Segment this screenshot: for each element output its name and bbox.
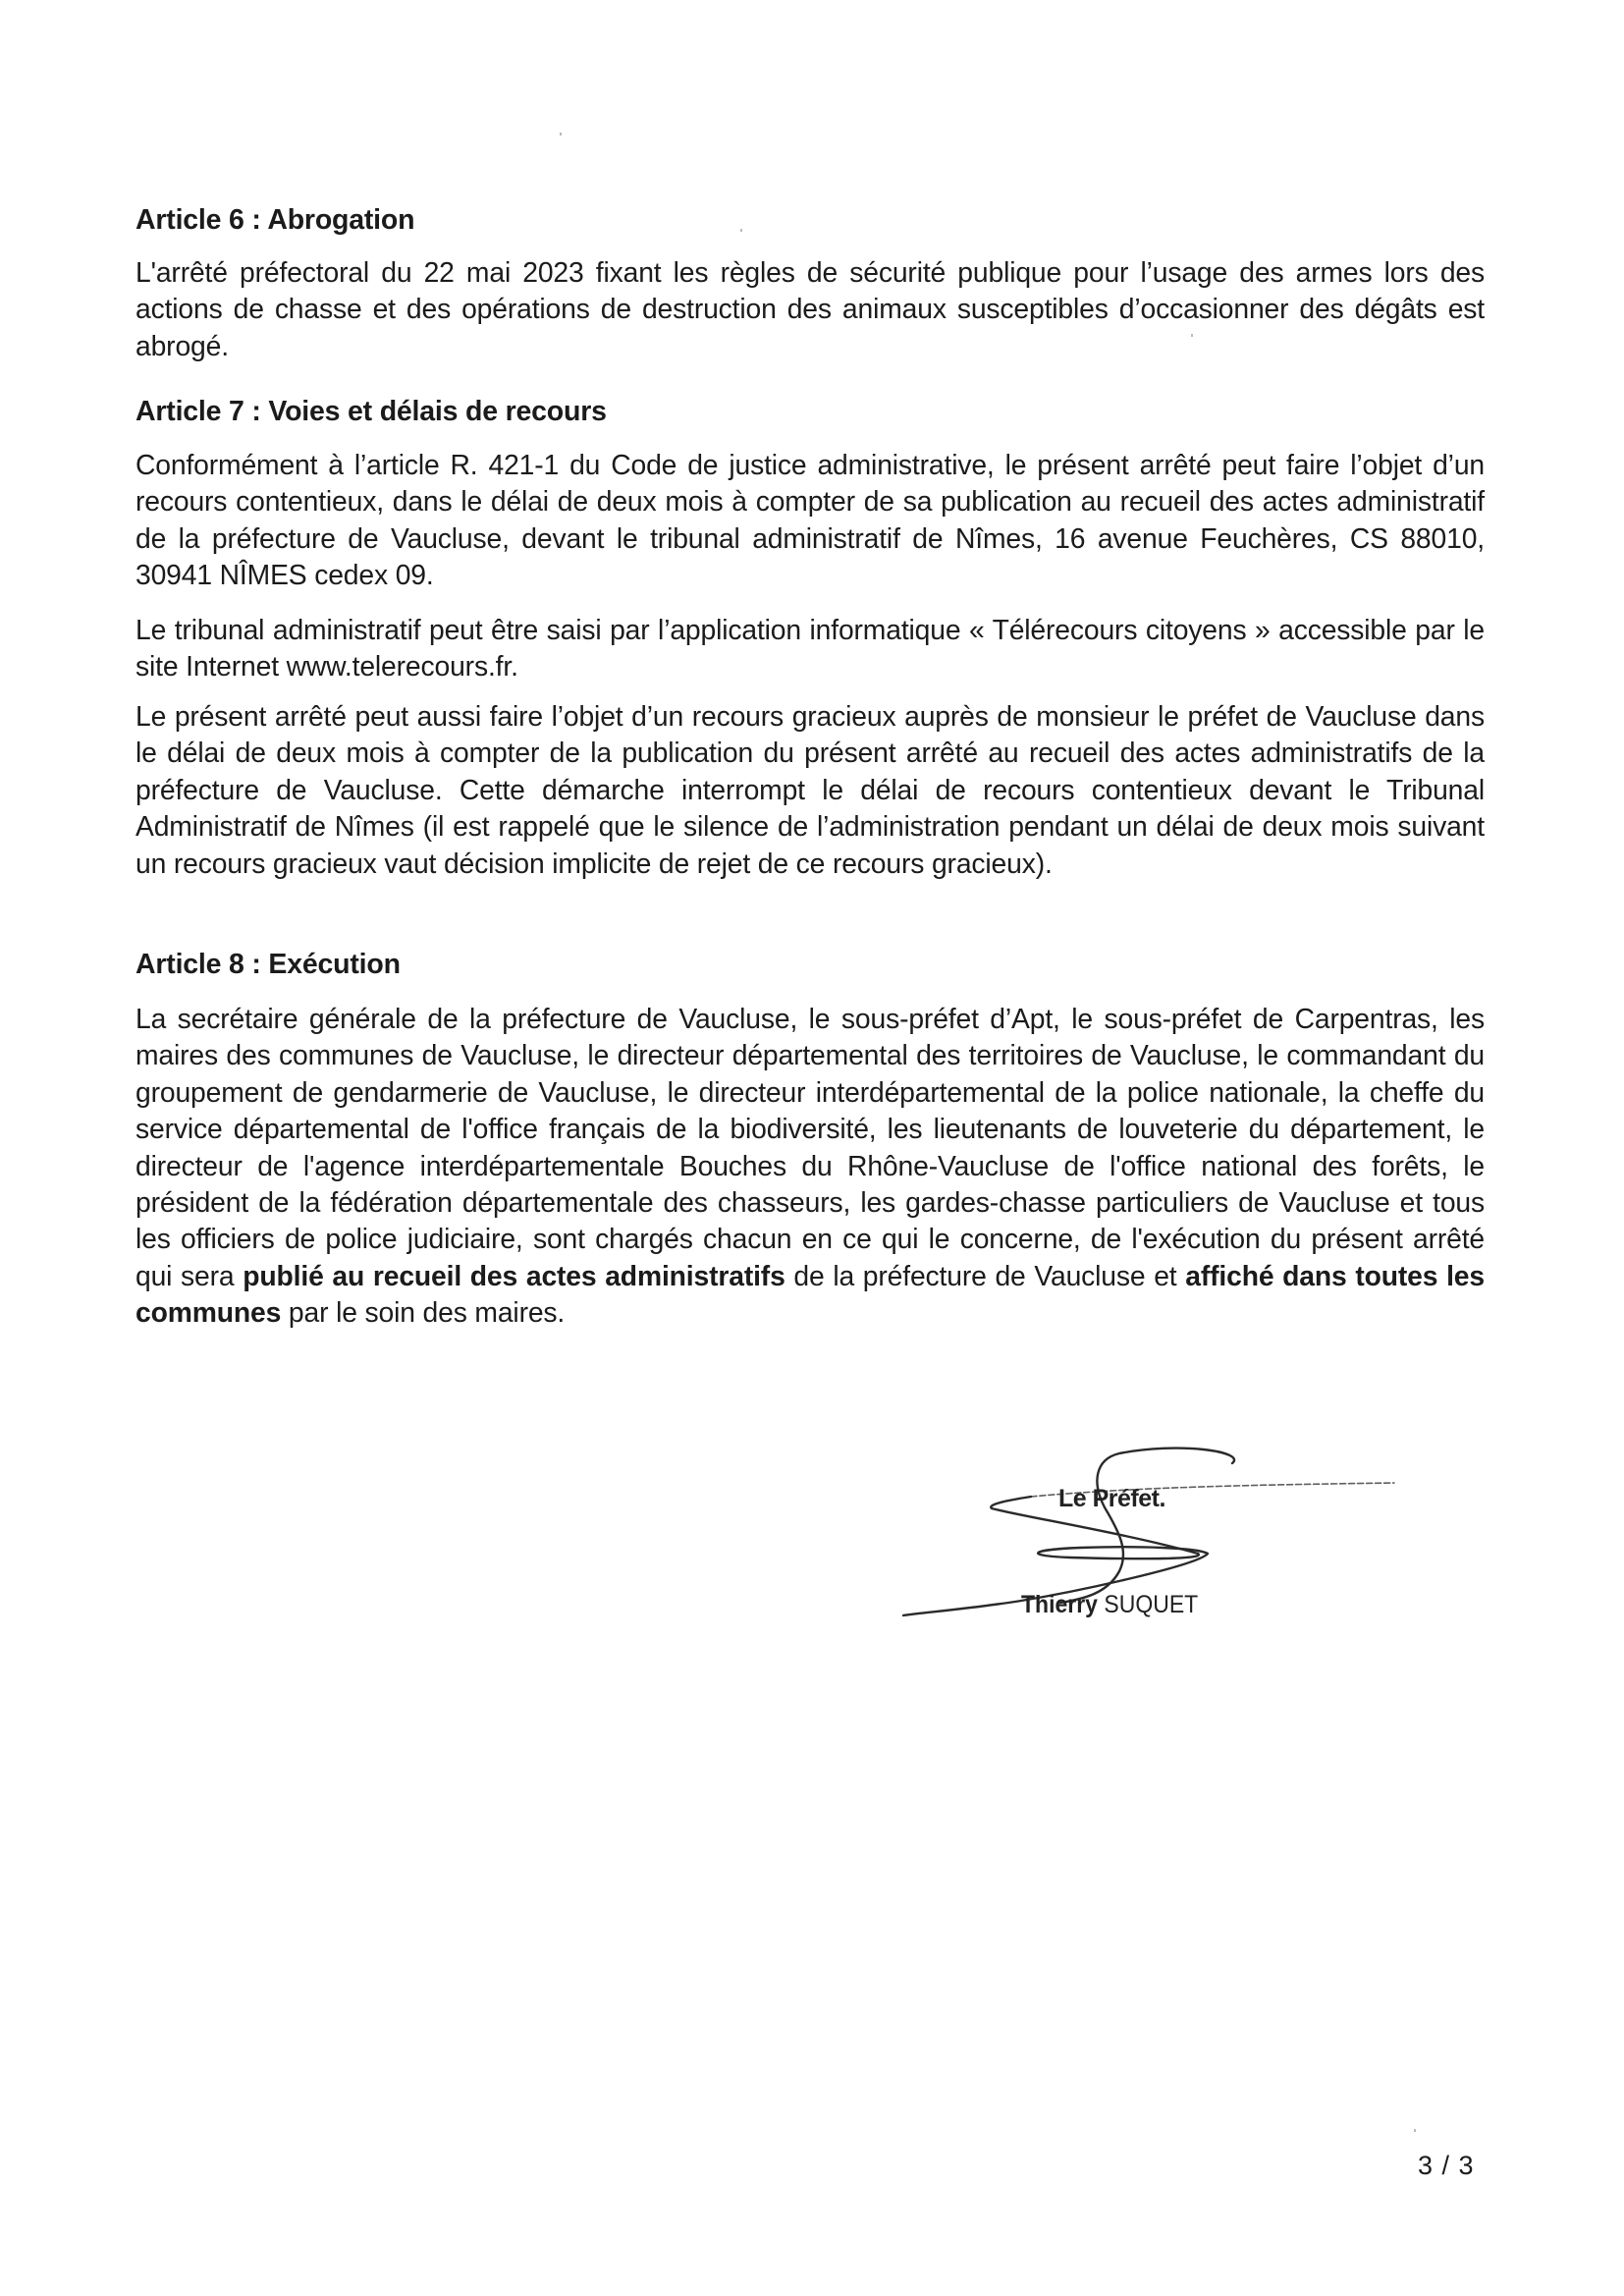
article-7-paragraph-2 [135, 612, 1485, 685]
paragraph-text: Conformément à l’article R. 421-1 du Code de justice administrative, le présent arrêté peut faire l’objet d’un recours contentieux, dans le délai de deux mois à compter de sa publication au recueil des actes administratif de la préfecture de Vaucluse, devant le tribunal administratif de Nîmes, 16 avenue Feuchères, CS 88010, 30941 NÎMES cedex 09. [135, 449, 1485, 591]
signatory-last-name: SUQUET [1104, 1591, 1199, 1618]
paragraph-text: L'arrêté préfectoral du 22 mai 2023 fixant les règles de sécurité publique pour l’usage des armes lors des actions de chasse et des opérations de destruction des animaux susceptibles d’occasionner des dégâts est abrogé. [135, 256, 1485, 361]
page-number: 3 / 3 [1418, 2151, 1475, 2180]
emphasized-text: affiché dans toutes les communes [135, 1259, 1485, 1329]
article-6-heading: Article 6 : Abrogation [135, 204, 415, 236]
article-8-heading: Article 8 : Exécution [135, 949, 401, 980]
article-6-paragraph-1 [135, 254, 1485, 364]
article-8-paragraph-1 [135, 1001, 1485, 1332]
article-7-paragraph-1 [135, 447, 1485, 594]
paragraph-text: Le tribunal administratif peut être saisi par l’application informatique « Télérecours citoyens » accessible par le site Internet www.telerecours.fr. [135, 614, 1485, 683]
paragraph-text: de la préfecture de Vaucluse et [785, 1259, 1186, 1291]
scan-speck [740, 229, 742, 232]
scan-speck [560, 133, 562, 136]
scan-speck [1191, 334, 1193, 337]
paragraph-text: La secrétaire générale de la préfecture de Vaucluse, le sous-préfet d’Apt, le sous-préfet de Carpentras, les maires des communes de Vaucluse, le directeur départemental des territoires de Vaucluse, le commandant du groupement de gendarmerie de Vaucluse, le directeur interdépartemental de la police nationale, la cheffe du service départemental de l'office français de la biodiversité, les lieutenants de louveterie du département, le directeur de l'agence interdépartementale Bouches du Rhône-Vaucluse de l'office national des forêts, le président de la fédération départementale des chasseurs, les gardes-chasse particuliers de Vaucluse et tous les officiers de police judiciaire, sont chargés chacun en ce qui le concerne, de l'exécution du présent arrêté qui sera [135, 1003, 1485, 1291]
emphasized-text: publié au recueil des actes administratifs [243, 1259, 785, 1291]
article-7-heading: Article 7 : Voies et délais de recours [135, 396, 607, 427]
scan-speck [1414, 2129, 1416, 2132]
paragraph-text: Le présent arrêté peut aussi faire l’objet d’un recours gracieux auprès de monsieur le préfet de Vaucluse dans le délai de deux mois à compter de la publication du présent arrêté au recueil des actes administratifs de la préfecture de Vaucluse. Cette démarche interrompt le délai de recours contentieux devant le Tribunal Administratif de Nîmes (il est rappelé que le silence de l’administration pendant un délai de deux mois suivant un recours gracieux vaut décision implicite de rejet de ce recours gracieux). [135, 700, 1485, 879]
article-7-paragraph-3 [135, 698, 1485, 882]
signatory-title: Le Préfet. [1058, 1485, 1165, 1512]
signatory-name [1021, 1591, 1198, 1619]
paragraph-text: par le soin des maires. [281, 1296, 566, 1329]
signatory-first-name: Thierry [1021, 1591, 1098, 1618]
